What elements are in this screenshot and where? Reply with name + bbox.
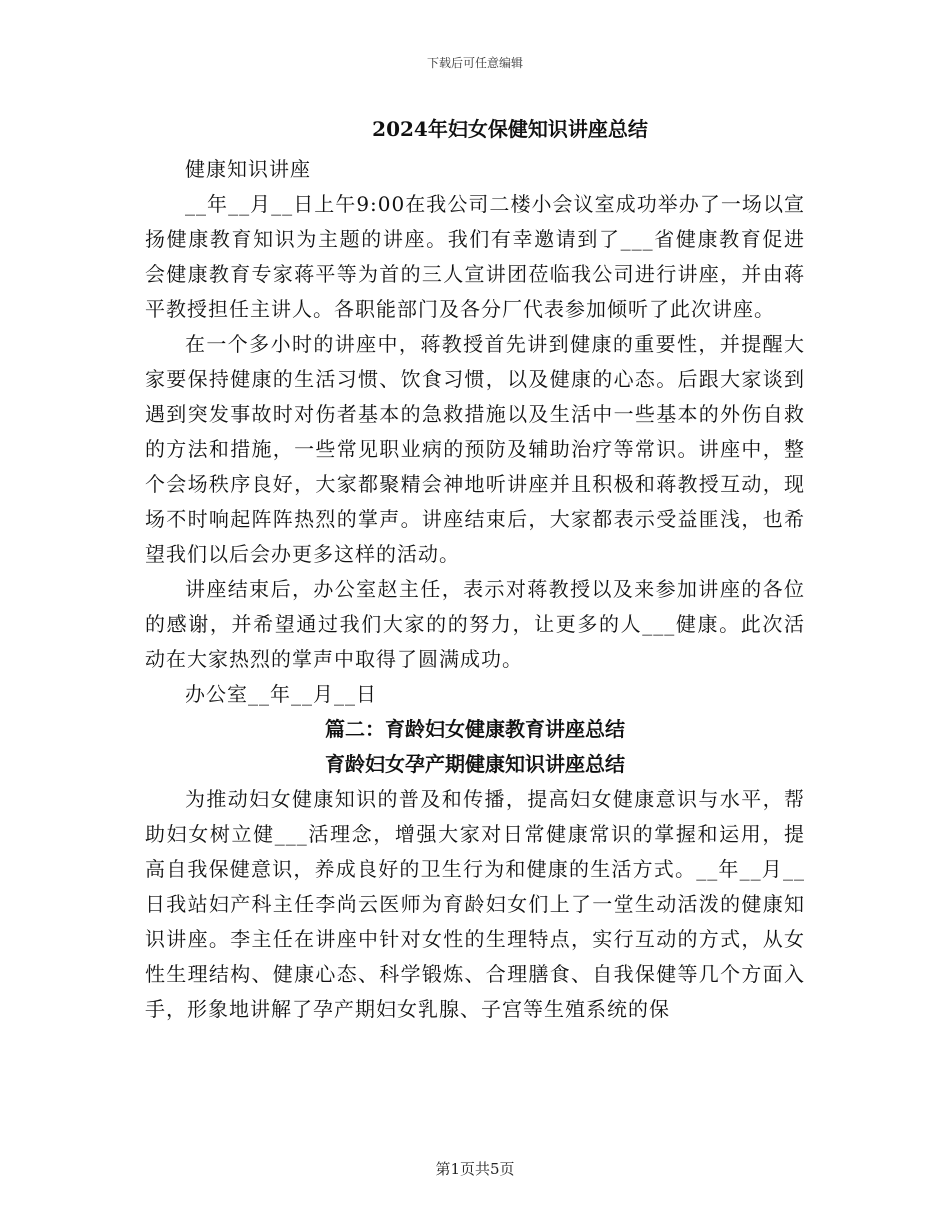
paragraph: __年__月__日上午9:00在我公司二楼小会议室成功举办了一场以宣扬健康教育知识为主题的讲座。我们有幸邀请到了___省健康教育促进会健康教育专家蒋平等为首的三人宣讲团莅临我公司进行讲座，并由蒋平教授担任主讲人。各职能部门及各分厂代表参加倾听了此次讲座。: [145, 192, 805, 321]
paragraph: 为推动妇女健康知识的普及和传播，提高妇女健康意识与水平，帮助妇女树立健___活理念，增强大家对日常健康常识的掌握和运用，提高自我保健意识，养成良好的卫生行为和健康的生活方式。__年__月__日我站妇产科主任李尚云医师为育龄妇女们上了一堂生动活泼的健康知识讲座。李主任在讲座中针对女性的生理特点，实行互动的方式，从女性生理结构、健康心态、科学锻炼、合理膳食、自我保健等几个方面入手，形象地讲解了孕产期妇女乳腺、子宫等生殖系统的保: [145, 787, 805, 1021]
page-number: 第1页共5页: [435, 1160, 515, 1178]
document-title: 2024年妇女保健知识讲座总结: [372, 117, 648, 141]
paragraph-heading: 健康知识讲座: [185, 157, 311, 181]
section2-title: 篇二：育龄妇女健康教育讲座总结: [325, 717, 625, 741]
paragraph: 在一个多小时的讲座中，蒋教授首先讲到健康的重要性，并提醒大家要保持健康的生活习惯、饮食习惯，以及健康的心态。后跟大家谈到遇到突发事故时对伤者基本的急救措施以及生活中一些基本的外伤自救的方法和措施，一些常见职业病的预防及辅助治疗等常识。讲座中，整个会场秩序良好，大家都聚精会神地听讲座并且积极和蒋教授互动，现场不时响起阵阵热烈的掌声。讲座结束后，大家都表示受益匪浅，也希望我们以后会办更多这样的活动。: [145, 332, 805, 566]
header-note: 下载后可任意编辑: [426, 56, 523, 70]
paragraph: 讲座结束后，办公室赵主任，表示对蒋教授以及来参加讲座的各位的感谢，并希望通过我们大家的的努力，让更多的人___健康。此次活动在大家热烈的掌声中取得了圆满成功。: [145, 577, 805, 671]
document-body: [145, 112, 805, 1027]
section2-subtitle: 育龄妇女孕产期健康知识讲座总结: [325, 752, 625, 776]
paragraph-signature: 办公室__年__月__日: [185, 682, 377, 706]
